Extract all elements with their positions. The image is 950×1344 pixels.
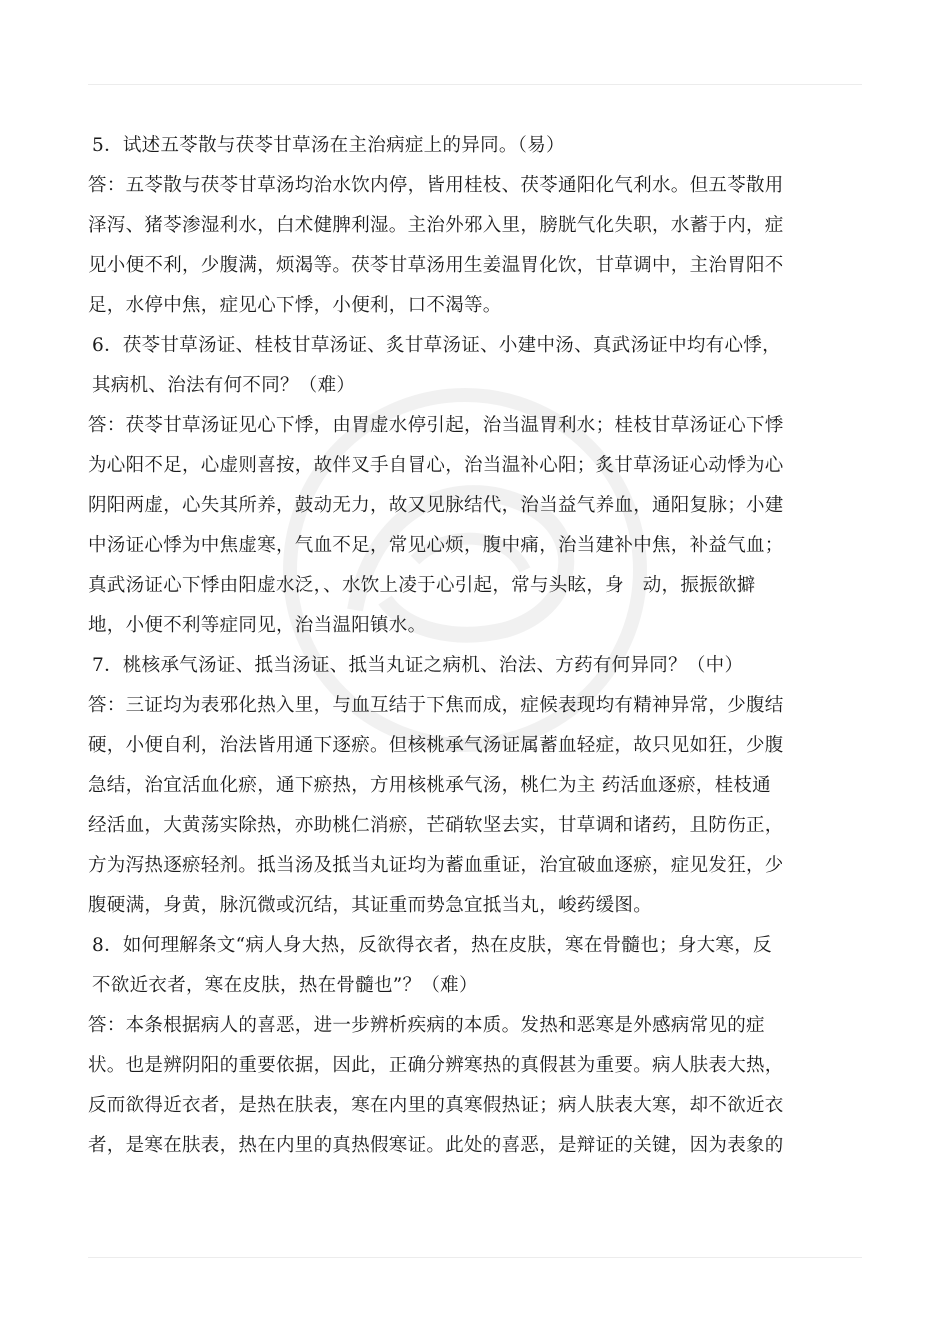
answer-block <box>88 686 878 926</box>
answer-line: 见小便不利，少腹满，烦渴等。茯苓甘草汤用生姜温胃化饮，甘草调中，主治胃阳不 <box>88 255 784 276</box>
answer-line: 腹硬满，身黄，脉沉微或沉结，其证重而势急宜抵当丸，峻药缓图。 <box>88 895 653 916</box>
question-block <box>88 646 878 686</box>
answer-line: 足，水停中焦，症见心下悸，小便利，口不渴等。 <box>88 295 502 316</box>
answer-line: 硬，小便自利，治法皆用通下逐瘀。但核桃承气汤证属蓄血轻症，故只见如狂，少腹 <box>88 735 784 756</box>
answer-line: 中汤证心悸为中焦虚寒，气血不足，常见心烦，腹中痛，治当建补中焦，补益气血； <box>88 535 784 556</box>
answer-line: 经活血，大黄荡实除热，亦助桃仁消瘀，芒硝软坚去实，甘草调和诸药，且防伤正， <box>88 815 784 836</box>
question-line: 不欲近衣者，寒在皮肤，热在骨髓也”？（难） <box>92 975 478 996</box>
answer-line: 答：五苓散与茯苓甘草汤均治水饮内停，皆用桂枝、茯苓通阳化气利水。但五苓散用 <box>88 175 784 196</box>
answer-block <box>88 406 878 646</box>
question-line: 其病机、治法有何不同？（难） <box>92 375 356 396</box>
answer-line: 阴阳两虚，心失其所养，鼓动无力，故又见脉结代，治当益气养血，通阳复脉；小建 <box>88 495 784 516</box>
answer-line: 答：三证均为表邪化热入里，与血互结于下焦而成，症候表现均有精神异常，少腹结 <box>88 695 784 716</box>
answer-line: 者，是寒在肤表，热在内里的真热假寒证。此处的喜恶，是辩证的关键，因为表象的 <box>88 1135 784 1156</box>
question-line: 5．试述五苓散与茯苓甘草汤在主治病症上的异同。（易） <box>92 135 565 156</box>
header-rule <box>88 84 862 85</box>
answer-line: 状。也是辨阴阳的重要依据，因此，正确分辨寒热的真假甚为重要。病人肤表大热， <box>88 1055 784 1076</box>
answer-block <box>88 1006 878 1166</box>
question-block <box>88 326 878 406</box>
answer-line: 急结，治宜活血化瘀，通下瘀热，方用核桃承气汤，桃仁为主 药活血逐瘀，桂枝通 <box>88 775 771 796</box>
question-block <box>88 926 878 1006</box>
question-line: 6．茯苓甘草汤证、桂枝甘草汤证、炙甘草汤证、小建中汤、真武汤证中均有心悸， <box>92 335 781 356</box>
answer-line: 地，小便不利等症同见，治当温阳镇水。 <box>88 615 427 636</box>
answer-line: 答：茯苓甘草汤证见心下悸，由胃虚水停引起，治当温胃利水；桂枝甘草汤证心下悸 <box>88 415 784 436</box>
answer-block <box>88 166 878 326</box>
answer-line: 答：本条根据病人的喜恶，进一步辨析疾病的本质。发热和恶寒是外感病常见的症 <box>88 1015 765 1036</box>
answer-line: 方为泻热逐瘀轻剂。抵当汤及抵当丸证均为蓄血重证，治宜破血逐瘀，症见发狂，少 <box>88 855 784 876</box>
question-line: 8．如何理解条文“病人身大热，反欲得衣者，热在皮肤，寒在骨髓也；身大寒，反 <box>92 935 772 956</box>
question-block <box>88 126 878 166</box>
question-line: 7．桃核承气汤证、抵当汤证、抵当丸证之病机、治法、方药有何异同？（中） <box>92 655 744 676</box>
answer-line: 反而欲得近衣者，是热在肤表，寒在内里的真寒假热证；病人肤表大寒，却不欲近衣 <box>88 1095 784 1116</box>
document-body <box>88 126 878 1166</box>
footer-rule <box>88 1257 862 1258</box>
answer-line: 为心阳不足，心虚则喜按，故伴叉手自冒心，治当温补心阳；炙甘草汤证心动悸为心 <box>88 455 784 476</box>
answer-line: 真武汤证心下悸由阳虚水泛，、水饮上凌于心引起，常与头眩，身 动，振振欲擗 <box>88 575 756 596</box>
answer-line: 泽泻、猪苓渗湿利水，白术健脾利湿。主治外邪入里，膀胱气化失职，水蓄于内，症 <box>88 215 784 236</box>
